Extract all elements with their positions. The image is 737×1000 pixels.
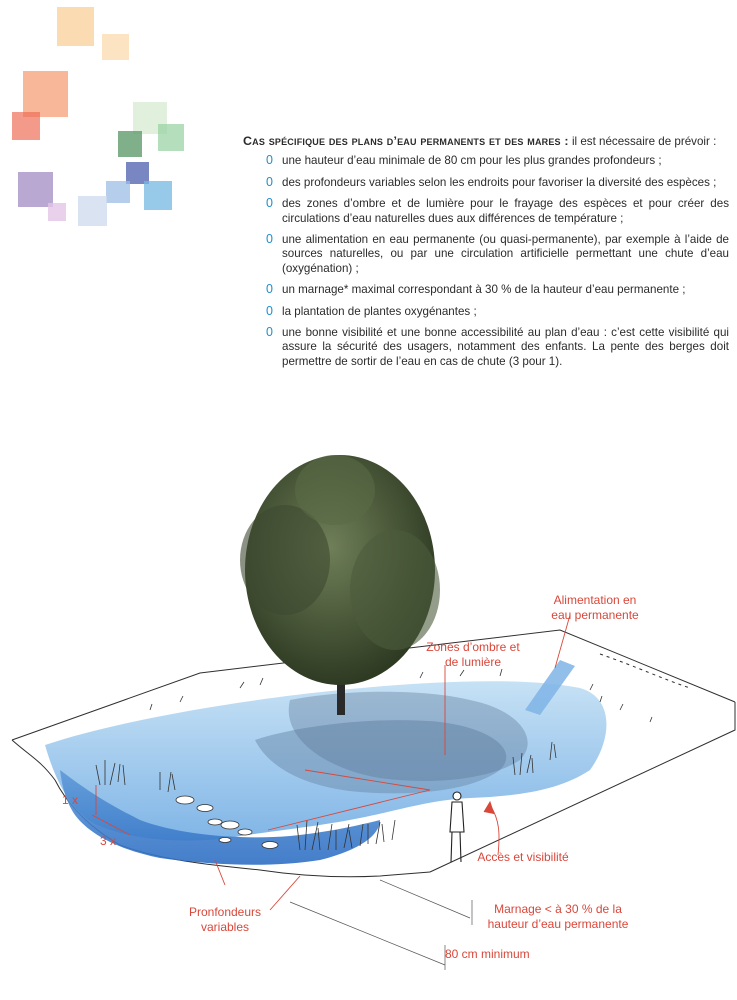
pond-illustration (0, 440, 737, 1000)
slope-1x-label: 1 x (62, 793, 79, 807)
zones-label: Zones d’ombre et de lumière (426, 640, 520, 669)
list-item: 0 une bonne visibilité et une bonne accessibilité au plan d’eau : c’est cette visibilité qui assure la sécurité des usagers, notamment des enfants. La pente des berges doit permettre de sortir de l’eau en cas de chute (3 pour 1). (266, 325, 729, 368)
minimum-depth-label: 80 cm minimum (445, 947, 530, 961)
requirements-section (243, 134, 729, 376)
list-item: 0 des zones d’ombre et de lumière pour le frayage des espèces et pour créer des circulations d’eau naturelles dues aux différences de température ; (266, 196, 729, 225)
bullet-icon: 0 (266, 303, 273, 318)
requirements-list (243, 154, 729, 369)
alimentation-label: Alimentation en eau permanente (551, 593, 639, 622)
person-figure (450, 792, 464, 862)
bullet-icon: 0 (266, 196, 273, 211)
list-item: 0 un marnage* maximal correspondant à 30 % de la hauteur d’eau permanente ; (266, 282, 686, 297)
list-item: 0 une alimentation en eau permanente (ou quasi-permanente), par exemple à l’aide de sources naturelles, ou par une circulation artificielle permettant une chute d’eau (oxygénation) ; (266, 232, 729, 275)
bullet-icon: 0 (266, 282, 273, 297)
slope-3x-label: 3 x (100, 834, 117, 848)
bullet-icon: 0 (266, 153, 273, 168)
acces-label: Accès et visibilité (477, 850, 569, 864)
marnage-label: Marnage < à 30 % de la hauteur d’eau permanente (487, 902, 629, 931)
tree (240, 455, 440, 715)
bullet-icon: 0 (266, 325, 273, 340)
bullet-icon: 0 (266, 232, 273, 247)
intro-text: il est nécessaire de prévoir : (568, 135, 717, 148)
profondeurs-label: Pronfondeurs variables (188, 905, 262, 934)
decorative-color-squares (0, 0, 200, 240)
intro-paragraph (243, 134, 729, 149)
list-item: 0 des profondeurs variables selon les endroits pour favoriser la diversité des espèces ; (266, 174, 717, 189)
list-item: 0 la plantation de plantes oxygénantes ; (266, 303, 477, 318)
section-heading: Cas spécifique des plans d’eau permanents et des mares : (243, 134, 569, 148)
list-item: 0 une hauteur d’eau minimale de 80 cm pour les plus grandes profondeurs ; (266, 153, 662, 168)
bullet-icon: 0 (266, 174, 273, 189)
